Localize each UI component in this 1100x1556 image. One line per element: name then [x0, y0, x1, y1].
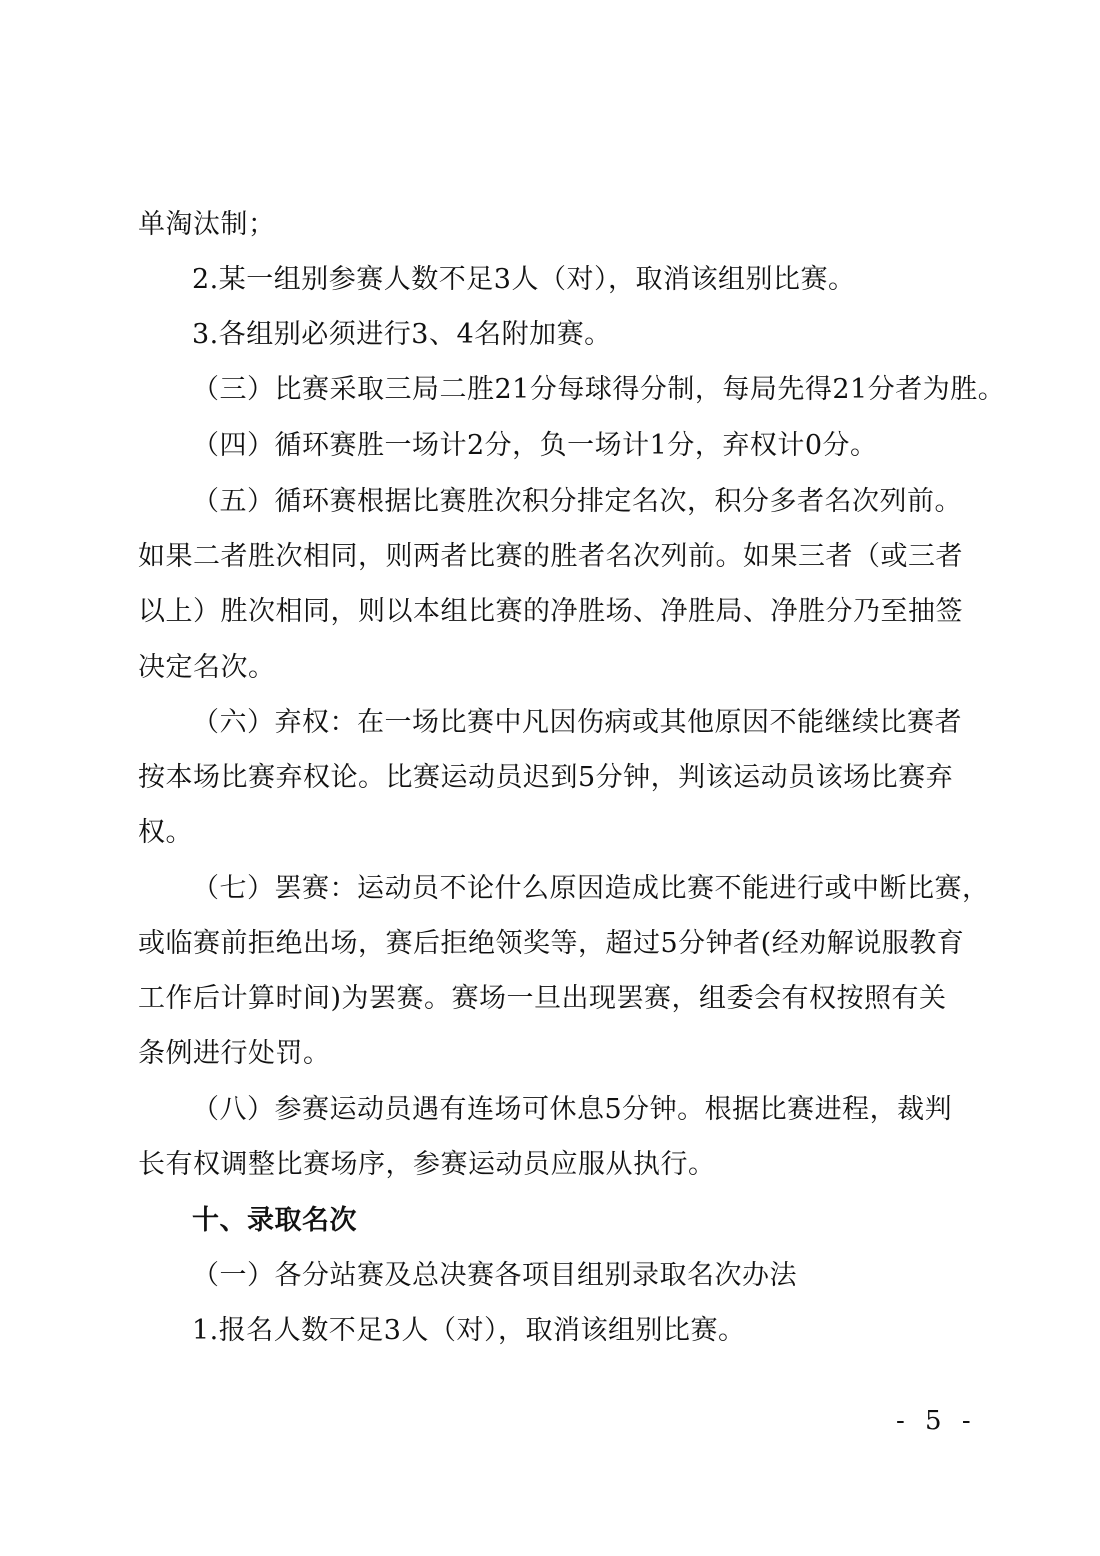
text-line-14: 或临赛前拒绝出场，赛后拒绝领奖等，超过5分钟者(经劝解说服教育	[138, 928, 965, 959]
text-line-5: （四）循环赛胜一场计2分，负一场计1分，弃权计0分。	[192, 430, 878, 461]
text-line-7: 如果二者胜次相同，则两者比赛的胜者名次列前。如果三者（或三者	[138, 541, 963, 572]
text-line-13: （七）罢赛：运动员不论什么原因造成比赛不能进行或中断比赛，	[192, 873, 990, 904]
text-line-18: 长有权调整比赛场序，参赛运动员应服从执行。	[138, 1149, 716, 1180]
text-line-9: 决定名次。	[138, 652, 276, 683]
text-line-11: 按本场比赛弃权论。比赛运动员迟到5分钟，判该运动员该场比赛弃	[138, 762, 954, 793]
section-heading: 十、录取名次	[192, 1205, 357, 1236]
text-line-16: 条例进行处罚。	[138, 1038, 331, 1069]
text-line-12: 权。	[138, 817, 193, 848]
text-line-3: 3.各组别必须进行3、4名附加赛。	[192, 319, 612, 350]
text-line-21: 1.报名人数不足3人（对），取消该组别比赛。	[192, 1315, 746, 1346]
text-line-15: 工作后计算时间)为罢赛。赛场一旦出现罢赛，组委会有权按照有关	[138, 983, 947, 1014]
text-line-2: 2.某一组别参赛人数不足3人（对），取消该组别比赛。	[192, 264, 856, 295]
text-line-10: （六）弃权：在一场比赛中凡因伤病或其他原因不能继续比赛者	[192, 707, 962, 738]
text-line-1: 单淘汰制；	[138, 209, 276, 240]
text-line-20: （一）各分站赛及总决赛各项目组别录取名次办法	[192, 1260, 797, 1291]
page-number: - 5 -	[896, 1406, 977, 1436]
text-line-4: （三）比赛采取三局二胜21分每球得分制，每局先得21分者为胜。	[192, 374, 1006, 405]
text-line-8: 以上）胜次相同，则以本组比赛的净胜场、净胜局、净胜分乃至抽签	[138, 596, 963, 627]
text-line-6: （五）循环赛根据比赛胜次积分排定名次，积分多者名次列前。	[192, 486, 962, 517]
text-line-17: （八）参赛运动员遇有连场可休息5分钟。根据比赛进程，裁判	[192, 1094, 953, 1125]
